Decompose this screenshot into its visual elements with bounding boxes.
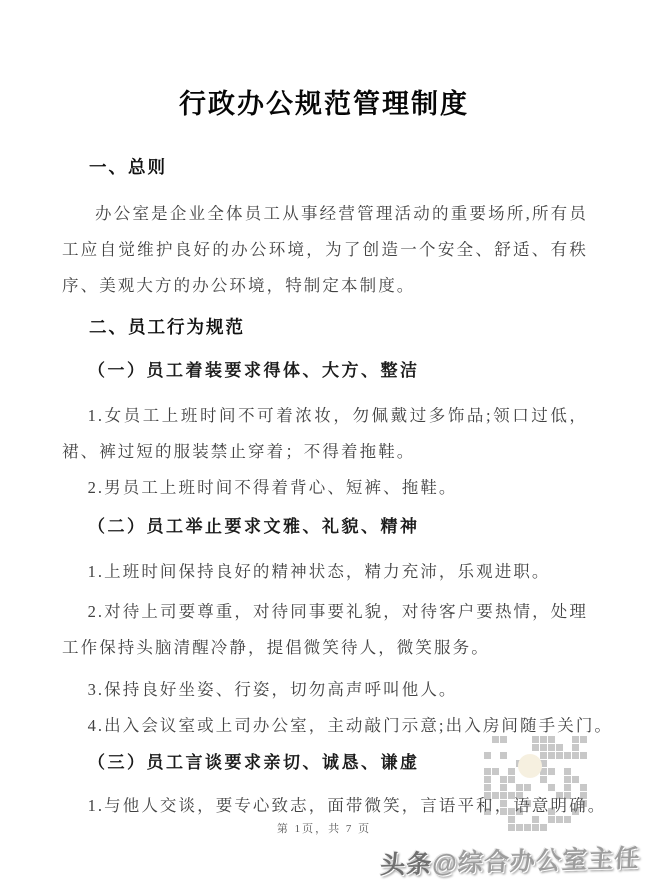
paragraph-manner-rule-2: 2.对待上司要尊重，对待同事要礼貌，对待客户要热情，处理工作保持头脑清醒冷静，提倡微笑待人，微笑服务。 (62, 602, 588, 657)
qr-center-logo-icon (518, 754, 542, 778)
subheading-manner: （二）员工举止要求文雅、礼貌、精神 (88, 517, 420, 536)
feed-source-prefix: 头条 (379, 850, 434, 880)
subheading-dress-code: （一）员工着装要求得体、大方、整洁 (88, 361, 420, 380)
page-number-indicator: 第 1页，共 7 页 (276, 823, 372, 835)
paragraph-manner-rule-4: 4.出入会议室或上司办公室，主动敲门示意;出入房间随手关门。 (87, 716, 614, 735)
feed-source-handle: @综合办公室主任 (431, 844, 641, 879)
feed-source-watermark (379, 839, 642, 882)
section-heading-general: 一、总则 (89, 157, 167, 177)
paragraph-dress-rule-1: 1.女员工上班时间不可着浓妆，勿佩戴过多饰品;领口过低，裙、裤过短的服装禁止穿着；不得着拖鞋。 (62, 406, 588, 461)
paragraph-speech-rule-1: 1.与他人交谈，要专心致志，面带微笑，言语平和，语意明确。 (87, 796, 607, 815)
paragraph-dress-rule-2: 2.男员工上班时间不得着背心、短裤、拖鞋。 (87, 478, 458, 497)
qr-code-watermark-icon (484, 736, 590, 832)
subheading-speech: （三）员工言谈要求亲切、诚恳、谦虚 (88, 753, 420, 772)
paragraph-general-rule: 办公室是企业全体员工从事经营管理活动的重要场所,所有员工应自觉维护良好的办公环境，为了创造一个安全、舒适、有秩序、美观大方的办公环境，特制定本制度。 (62, 204, 588, 295)
paragraph-manner-rule-1: 1.上班时间保持良好的精神状态，精力充沛，乐观进职。 (87, 562, 551, 581)
section-heading-behavior: 二、员工行为规范 (89, 317, 245, 337)
document-title: 行政办公规范管理制度 (179, 89, 469, 119)
paragraph-manner-rule-3: 3.保持良好坐姿、行姿，切勿高声呼叫他人。 (87, 680, 458, 699)
